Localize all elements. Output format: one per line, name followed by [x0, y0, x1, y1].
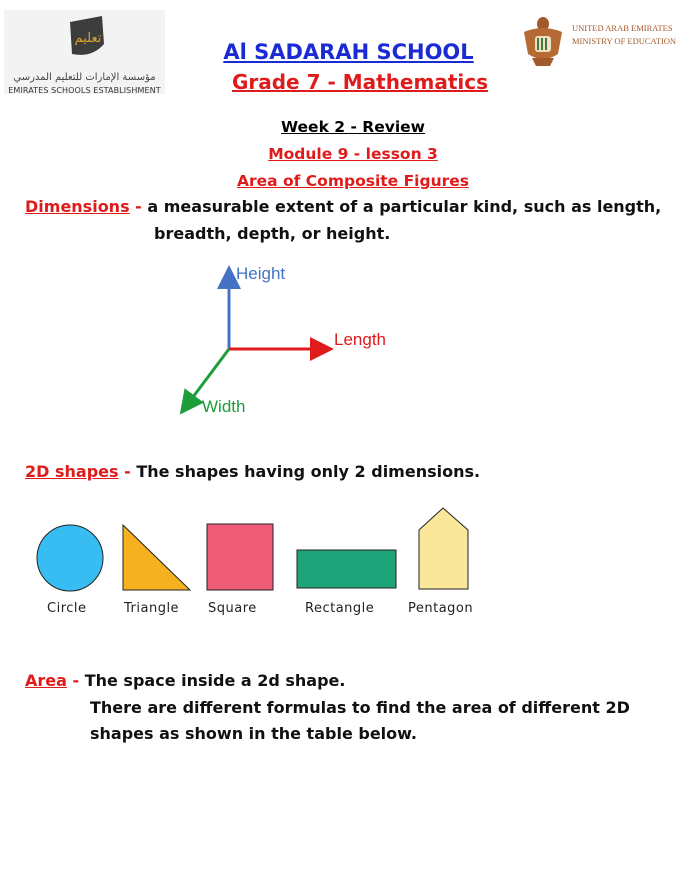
- dimensions-definition-line-2: breadth, depth, or height.: [154, 224, 391, 243]
- school-title: Al SADARAH SCHOOL: [223, 40, 474, 64]
- area-definition-text: The space inside a 2d shape.: [84, 671, 346, 690]
- square-label: Square: [208, 601, 257, 616]
- shapes-definition-text: The shapes having only 2 dimensions.: [136, 462, 481, 481]
- area-term: Area: [25, 671, 67, 690]
- area-separator: -: [66, 671, 85, 690]
- shapes-illustration: [0, 500, 697, 595]
- dimensions-axes-diagram: [170, 255, 430, 425]
- logo-english-name: EMIRATES SCHOOLS ESTABLISHMENT: [8, 86, 161, 95]
- logo-brand-text: تعليم: [74, 31, 102, 46]
- pentagon-shape: [419, 508, 468, 589]
- ministry-line-2: MINISTRY OF EDUCATION: [572, 36, 677, 46]
- dimensions-separator: -: [129, 197, 148, 216]
- square-shape: [207, 524, 273, 590]
- grade-title: Grade 7 - Mathematics: [231, 70, 489, 94]
- height-axis-label: Height: [236, 264, 286, 283]
- logo-arabic-name: مؤسسة الإمارات للتعليم المدرسي: [13, 72, 156, 83]
- shapes-term: 2D shapes: [25, 462, 119, 481]
- area-note-line-2: shapes as shown in the table below.: [90, 724, 417, 743]
- pentagon-label: Pentagon: [408, 601, 474, 616]
- dimensions-term: Dimensions: [25, 197, 130, 216]
- topic-heading: Area of Composite Figures: [237, 172, 469, 190]
- module-heading: Module 9 - lesson 3: [268, 145, 438, 163]
- circle-label: Circle: [47, 601, 87, 616]
- ministry-line-1: UNITED ARAB EMIRATES: [572, 23, 673, 33]
- shapes-separator: -: [118, 462, 137, 481]
- circle-shape: [37, 525, 103, 591]
- area-definition: [25, 671, 345, 690]
- dimensions-definition-line-1: a measurable extent of a particular kind, such as length,: [147, 197, 662, 216]
- dimensions-definition: [25, 197, 661, 216]
- rectangle-shape: [297, 550, 396, 588]
- length-axis-label: Length: [334, 330, 386, 349]
- week-heading: Week 2 - Review: [281, 118, 425, 136]
- shapes-definition: [25, 462, 480, 481]
- area-note-line-1: There are different formulas to find the area of different 2D: [90, 698, 630, 717]
- triangle-shape: [123, 525, 190, 590]
- triangle-label: Triangle: [124, 601, 180, 616]
- rectangle-label: Rectangle: [305, 601, 375, 616]
- width-axis-label: Width: [202, 397, 246, 416]
